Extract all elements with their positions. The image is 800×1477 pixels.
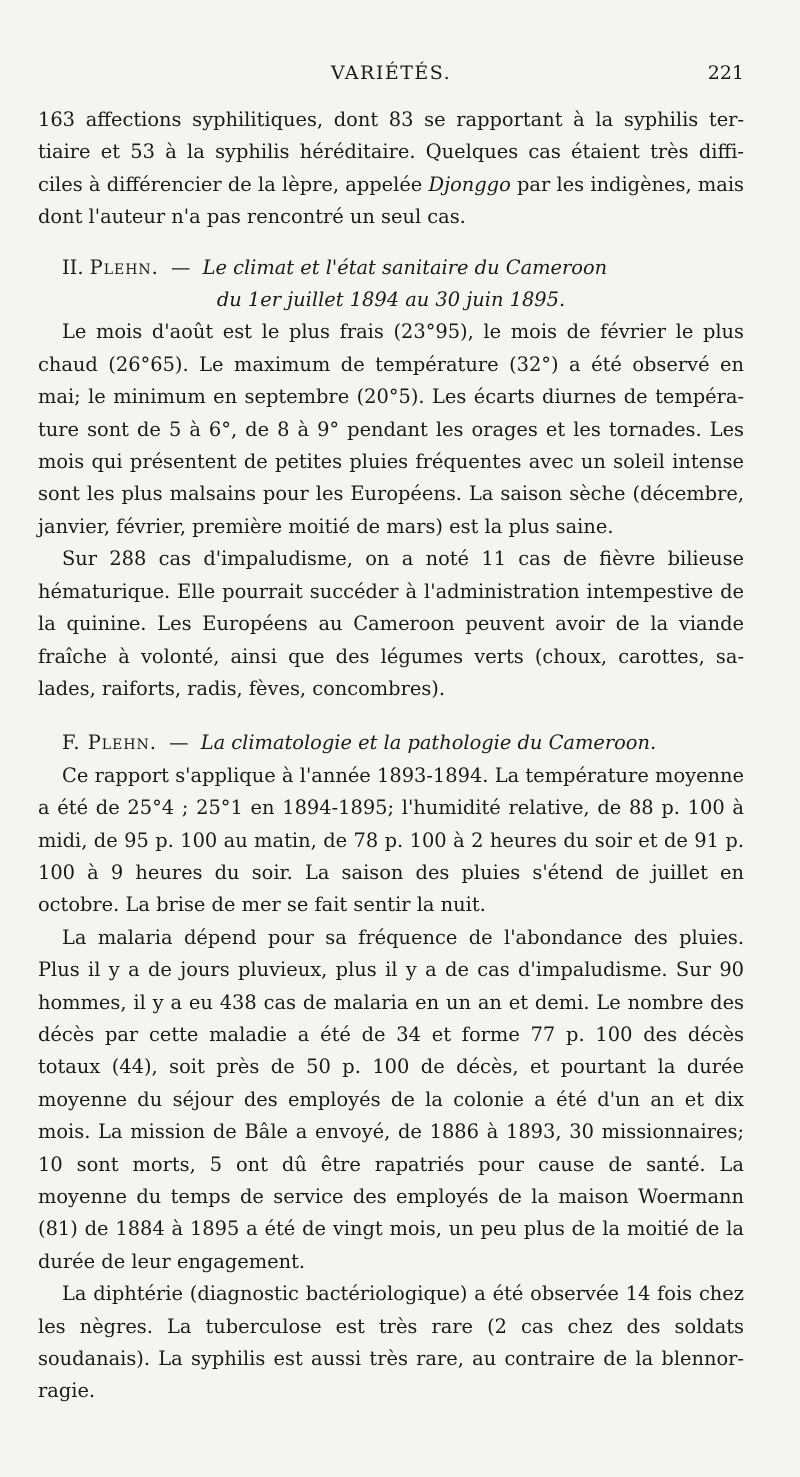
entry2-dash: — [169, 731, 189, 755]
entry2-paragraph-3: La diphtérie (diagnostic bactériologique) a été observée 14 fois chez les nègres. La tuberculose est très rare (2 cas chez des soldats soudanais). La syphilis est aussi très rare, au contraire de la blennor-ragie. [38, 1282, 744, 1403]
page-number: 221 [707, 62, 744, 84]
entry1-number: II. [62, 255, 84, 279]
page-header [38, 62, 744, 92]
entry2-paragraph-2: La malaria dépend pour sa fréquence de l'abondance des pluies. Plus il y a de jours pluvieux, plus il y a de cas d'impaludisme. Sur 90 hommes, il y a eu 438 cas de malaria en un an et demi. Le nombre des décès par cette maladie a été de 34 et forme 77 p. 100 des décès totaux (44), soit près de 50 p. 100 de décès, et pourtant la durée moyenne du séjour des employés de la colonie a été d'un an et dix mois. La mission de Bâle a envoyé, de 1886 à 1893, 30 missionnaires; 10 sont morts, 5 ont dû être rapatriés pour cause de santé. La moyenne du temps de service des employés de la maison Woermann (81) de 1884 à 1895 a été de vingt mois, un peu plus de la moitié de la durée de leur engagement. [38, 925, 744, 1273]
entry1-title-b: du 1er juillet 1894 au 30 juin 1895. [216, 288, 566, 312]
entry2-heading [38, 727, 744, 759]
continuation-line-2: tiaire et 53 à la syphilis héréditaire. Quelques cas étaient très diffi- [38, 140, 744, 164]
entry1-paragraph-1: Le mois d'août est le plus frais (23°95), le mois de février le plus chaud (26°65). Le maximum de température (32°) a été observé en mai; le minimum en septembre (20°5). Les écarts diurnes de tempéra-ture sont de 5 à 6°, de 8 à 9° pendant les orages et les tornades. Les mois qui présentent de petites pluies fréquentes avec un soleil intense sont les plus malsains pour les Européens. La saison sèche (décembre, janvier, février, première moitié de mars) est la plus saine. [38, 320, 744, 538]
continuation-line-4: mais dont l'auteur n'a pas rencontré un seul cas. [38, 172, 744, 229]
entry2-paragraph-1: Ce rapport s'applique à l'année 1893-1894. La température moyenne a été de 25°4 ; 25°1 en 1894-1895; l'humidité relative, de 88 p. 100 à midi, de 95 p. 100 au matin, de 78 p. 100 à 2 heures du soir et de 91 p. 100 à 9 heures du soir. La saison des pluies s'étend de juillet en octobre. La brise de mer se fait sentir la nuit. [38, 763, 744, 917]
entry1-dash: — [171, 255, 191, 279]
entry1-heading [38, 252, 744, 284]
entry1-paragraph-2: Sur 288 cas d'impaludisme, on a noté 11 cas de fièvre bilieuse hématurique. Elle pourrait succéder à l'administration intempestive de la quinine. Les Européens au Cameroon peuvent avoir de la viande fraîche à volonté, ainsi que des légumes verts (choux, carottes, sa-lades, raiforts, radis, fèves, concombres). [38, 547, 744, 700]
continuation-paragraph [38, 104, 744, 234]
running-title: VARIÉTÉS. [330, 62, 452, 84]
entry1-author: Plehn. [89, 255, 159, 279]
continuation-line-3a: ciles à différencier de la lèpre, appelée [38, 172, 423, 196]
term-djonggo: Djonggo [428, 172, 511, 196]
entry1-title-a: Le climat et l'état sanitaire du Cameroon [202, 255, 608, 279]
continuation-line-1: 163 affections syphilitiques, dont 83 se rapportant à la syphilis ter- [38, 108, 744, 131]
entry2-title: La climatologie et la pathologie du Cameroon. [200, 731, 657, 755]
continuation-line-3b: par les indigènes, [517, 172, 692, 196]
entry2-author: F. Plehn. [62, 731, 157, 755]
page-body [38, 104, 744, 1408]
